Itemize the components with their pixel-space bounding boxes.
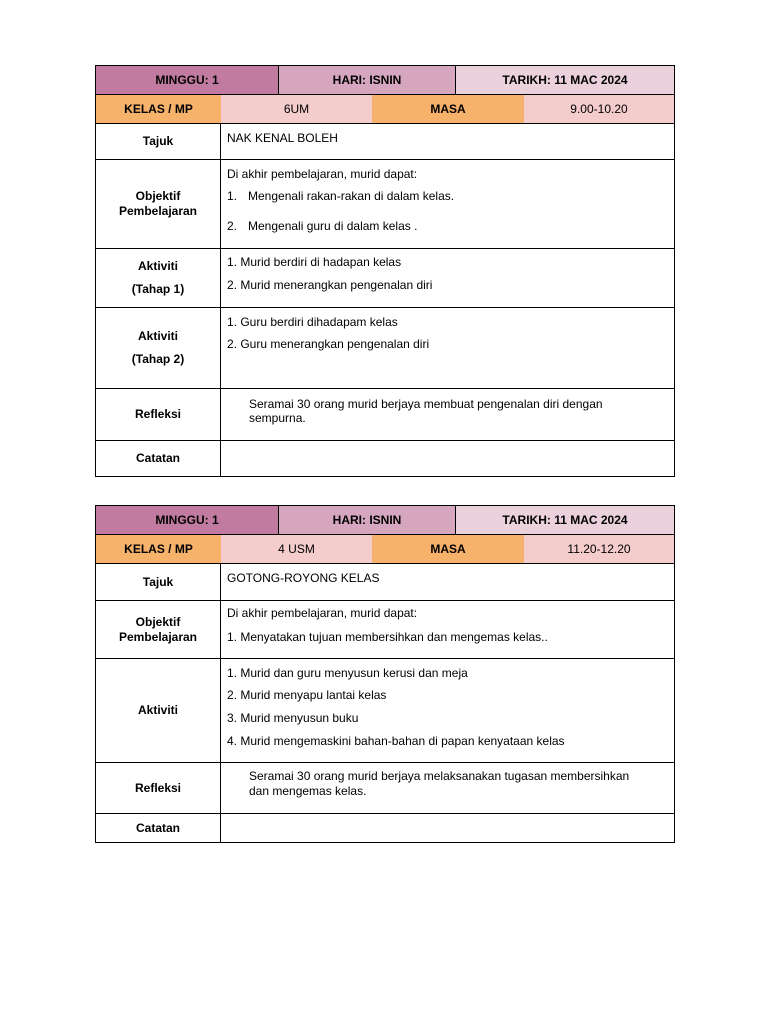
- hari-cell: HARI: ISNIN: [278, 66, 455, 94]
- aktiviti-content: [221, 659, 674, 762]
- minggu-cell: MINGGU: 1: [96, 506, 278, 534]
- lesson-plan-2: [95, 505, 675, 843]
- tajuk-value: GOTONG-ROYONG KELAS: [227, 571, 380, 585]
- refleksi-content: [221, 389, 674, 440]
- catatan-content: [221, 441, 674, 476]
- lesson-plan-1: [95, 65, 675, 477]
- kelas-value: 4 USM: [221, 535, 372, 563]
- refleksi-text: sempurna.: [249, 411, 306, 425]
- aktiviti-tahap1-label: Aktiviti (Tahap 1): [96, 249, 221, 307]
- tajuk-label: Tajuk: [96, 124, 221, 159]
- tajuk-row: [95, 124, 675, 160]
- aktiviti-tahap2-label: Aktiviti (Tahap 2): [96, 308, 221, 388]
- refleksi-content: [221, 763, 674, 813]
- catatan-label: Catatan: [96, 441, 221, 476]
- catatan-label: Catatan: [96, 814, 221, 842]
- tajuk-content: [221, 124, 674, 159]
- activity-item: 1. Murid dan guru menyusun kerusi dan meja: [227, 666, 468, 680]
- tajuk-value: NAK KENAL BOLEH: [227, 131, 338, 145]
- refleksi-label: Refleksi: [96, 763, 221, 813]
- activity-item: 2. Guru menerangkan pengenalan diri: [227, 337, 430, 351]
- objektif-row: [95, 601, 675, 659]
- objektif-item: 2. Mengenali guru di dalam kelas .: [227, 219, 418, 233]
- tajuk-row: [95, 564, 675, 601]
- refleksi-text: dan mengemas kelas.: [249, 784, 367, 798]
- aktiviti-tahap2-content: [221, 308, 674, 388]
- tajuk-label: Tajuk: [96, 564, 221, 600]
- activity-item: 2. Murid menerangkan pengenalan diri: [227, 278, 433, 292]
- catatan-row: [95, 814, 675, 843]
- aktiviti-tahap1-content: [221, 249, 674, 307]
- activity-item: 2. Murid menyapu lantai kelas: [227, 688, 387, 702]
- aktiviti-tahap1-row: [95, 249, 675, 308]
- kelas-label: KELAS / MP: [96, 95, 221, 123]
- objektif-label: Objektif Pembelajaran: [96, 601, 221, 658]
- refleksi-row: [95, 389, 675, 441]
- masa-value: 9.00-10.20: [524, 95, 674, 123]
- header-row: [95, 65, 675, 95]
- kelas-masa-row: [95, 95, 675, 124]
- objektif-content: [221, 160, 674, 248]
- objektif-item: 1. Menyatakan tujuan membersihkan dan mengemas kelas..: [227, 630, 548, 644]
- masa-label: MASA: [372, 95, 524, 123]
- aktiviti-tahap2-row: [95, 308, 675, 389]
- kelas-masa-row: [95, 535, 675, 564]
- kelas-label: KELAS / MP: [96, 535, 221, 563]
- aktiviti-label: Aktiviti: [96, 659, 221, 762]
- objektif-item: 1. Mengenali rakan-rakan di dalam kelas.: [227, 189, 455, 203]
- refleksi-text: Seramai 30 orang murid berjaya membuat pengenalan diri dengan: [249, 397, 603, 411]
- catatan-row: [95, 441, 675, 477]
- activity-item: 1. Murid berdiri di hadapan kelas: [227, 255, 402, 269]
- catatan-content: [221, 814, 674, 842]
- activity-item: 4. Murid mengemaskini bahan-bahan di papan kenyataan kelas: [227, 734, 565, 748]
- activity-item: 3. Murid menyusun buku: [227, 711, 359, 725]
- refleksi-row: [95, 763, 675, 814]
- objektif-content: [221, 601, 674, 658]
- aktiviti-row: [95, 659, 675, 763]
- objektif-row: [95, 160, 675, 249]
- refleksi-text: Seramai 30 orang murid berjaya melaksanakan tugasan membersihkan: [249, 769, 630, 783]
- minggu-cell: MINGGU: 1: [96, 66, 278, 94]
- tarikh-cell: TARIKH: 11 MAC 2024: [455, 66, 674, 94]
- objektif-intro: Di akhir pembelajaran, murid dapat:: [227, 606, 418, 620]
- masa-value: 11.20-12.20: [524, 535, 674, 563]
- activity-item: 1. Guru berdiri dihadapam kelas: [227, 315, 398, 329]
- tarikh-cell: TARIKH: 11 MAC 2024: [455, 506, 674, 534]
- hari-cell: HARI: ISNIN: [278, 506, 455, 534]
- objektif-label: Objektif Pembelajaran: [96, 160, 221, 248]
- objektif-intro: Di akhir pembelajaran, murid dapat:: [227, 167, 418, 181]
- kelas-value: 6UM: [221, 95, 372, 123]
- masa-label: MASA: [372, 535, 524, 563]
- refleksi-label: Refleksi: [96, 389, 221, 440]
- tajuk-content: [221, 564, 674, 600]
- header-row: [95, 505, 675, 535]
